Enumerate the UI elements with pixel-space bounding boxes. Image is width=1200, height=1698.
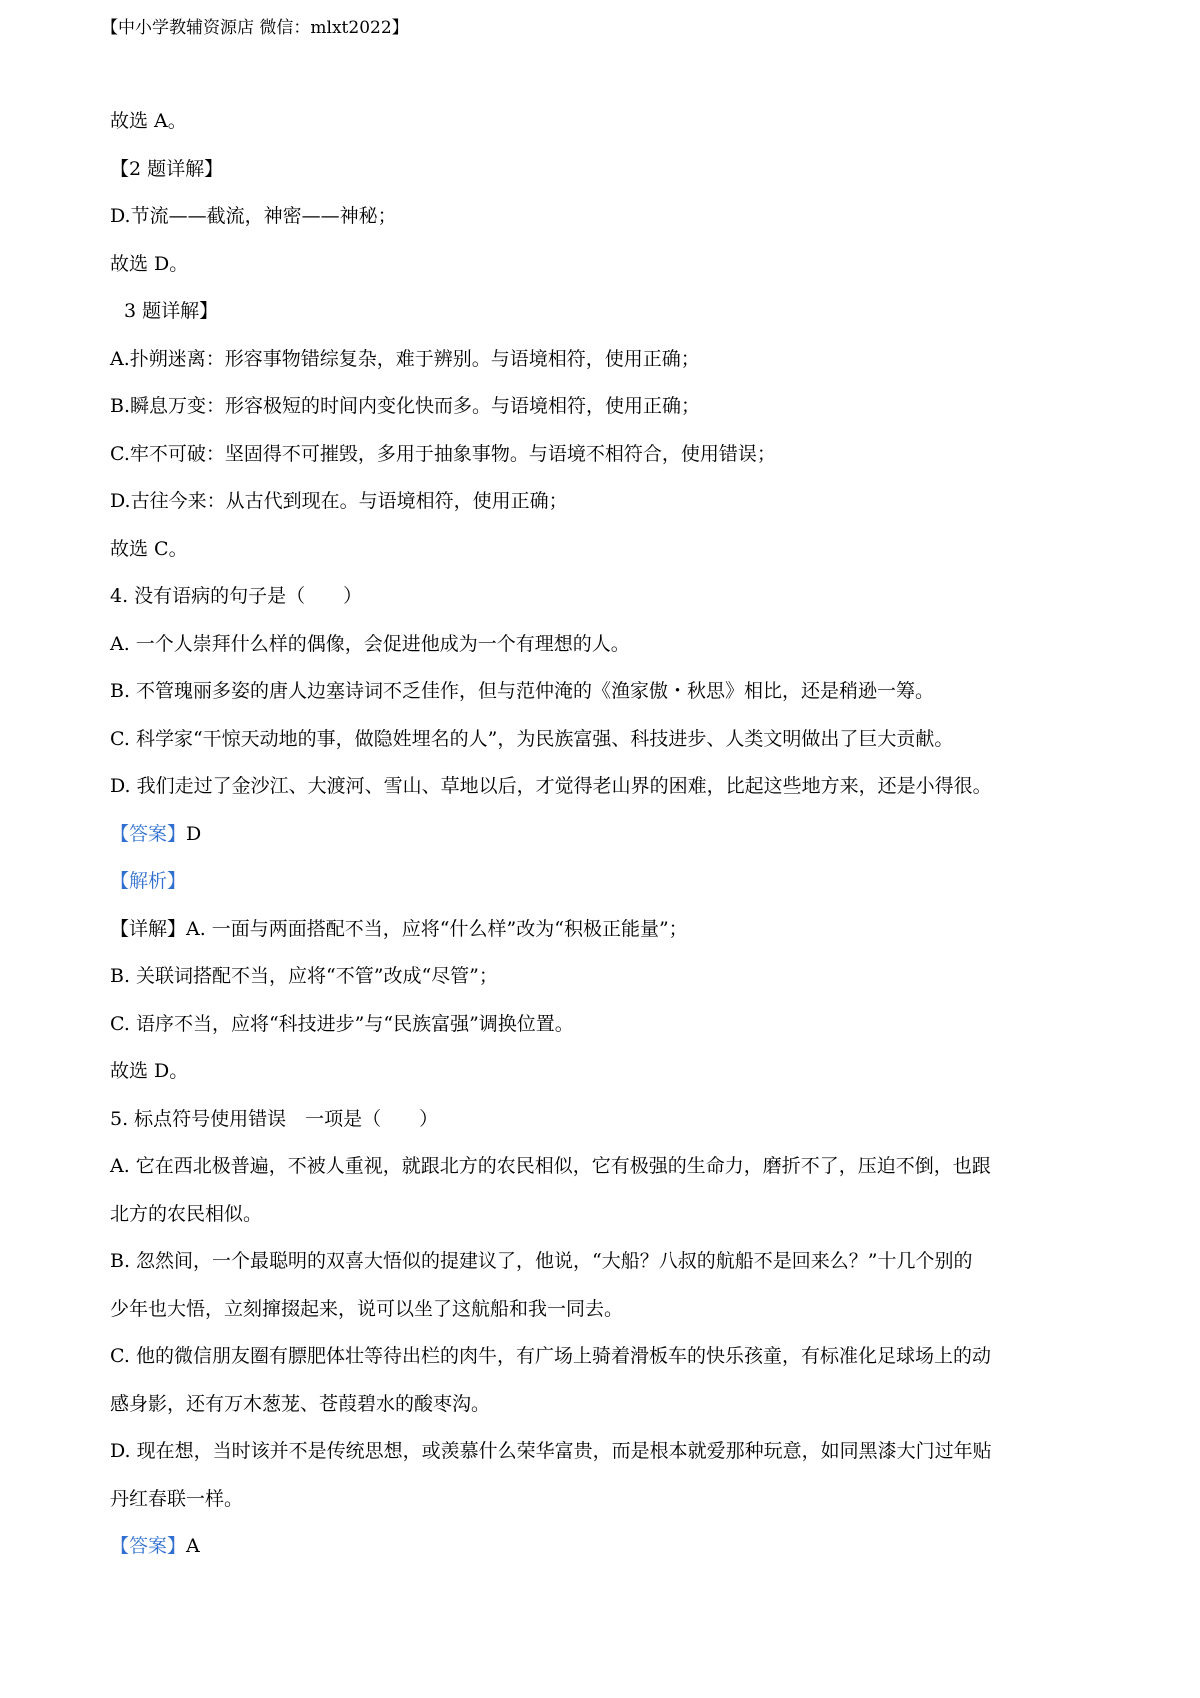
line-text: B.瞬息万变：形容极短的时间内变化快而多。与语境相符，使用正确； xyxy=(110,395,701,417)
line-text: 北方的农民相似。 xyxy=(110,1202,263,1225)
line-text: 4. 没有语病的句子是（ ） xyxy=(110,585,363,607)
analysis-tag: 【解析】 xyxy=(110,870,187,892)
answer-tag: 【答案】 xyxy=(110,822,187,845)
line-text: C. 科学家“干惊天动地的事，做隐姓埋名的人”，为民族富强、科技进步、人类文明做出了巨大贡献。 xyxy=(110,727,954,750)
page-header: 【中小学教辅资源店 微信：mlxt2022】 xyxy=(101,18,409,38)
document-body xyxy=(110,98,1100,1571)
line-text: A. 一个人崇拜什么样的偶像，会促进他成为一个有理想的人。 xyxy=(110,632,630,655)
line-text: D.古往今来：从古代到现在。与语境相符，使用正确； xyxy=(110,490,568,512)
answer-tag: 【答案】 xyxy=(110,1535,187,1557)
line-text: C. 语序不当，应将“科技进步”与“民族富强”调换位置。 xyxy=(110,1012,574,1035)
line-text: 故选 A。 xyxy=(110,110,187,132)
text-line xyxy=(110,336,1100,384)
question-5-option-b xyxy=(110,1238,1100,1286)
text-line xyxy=(110,906,1100,954)
question-4-option-b xyxy=(110,668,1100,716)
question-5-option-a xyxy=(110,1143,1100,1191)
line-text: 3 题详解】 xyxy=(124,300,219,322)
line-text: 故选 D。 xyxy=(110,1060,189,1082)
line-text: D.节流——截流，神密——神秘； xyxy=(110,205,397,227)
text-line xyxy=(110,1001,1100,1049)
text-line xyxy=(110,288,1100,336)
answer-value: D xyxy=(186,822,202,845)
text-line xyxy=(110,1476,1100,1524)
analysis-line xyxy=(110,858,1100,906)
line-text: A. 它在西北极普遍，不被人重视，就跟北方的农民相似，它有极强的生命力，磨折不了，压迫不倒，也跟 xyxy=(110,1155,991,1177)
line-text: 少年也大悟，立刻撺掇起来，说可以坐了这航船和我一同去。 xyxy=(110,1297,624,1320)
question-5-option-d xyxy=(110,1428,1100,1476)
answer-line xyxy=(110,811,1100,859)
text-line xyxy=(110,1048,1100,1096)
question-5-stem xyxy=(110,1096,1100,1144)
answer-line xyxy=(110,1523,1100,1571)
text-line xyxy=(110,431,1100,479)
text-line xyxy=(110,1381,1100,1429)
line-text: 感身影，还有万木葱茏、苍葭碧水的酸枣沟。 xyxy=(110,1392,491,1415)
line-text: 【详解】A. 一面与两面搭配不当，应将“什么样”改为“积极正能量”； xyxy=(110,917,688,940)
text-line xyxy=(110,98,1100,146)
question-4-option-d xyxy=(110,763,1100,811)
line-text: A.扑朔迷离：形容事物错综复杂，难于辨别。与语境相符，使用正确； xyxy=(110,347,700,370)
line-text: C.牢不可破：坚固得不可摧毁，多用于抽象事物。与语境不相符合，使用错误； xyxy=(110,442,776,465)
line-text: 丹红春联一样。 xyxy=(110,1487,244,1510)
line-text: D. 现在想，当时该并不是传统思想，或羡慕什么荣华富贵，而是根本就爱那种玩意，如同黑漆大门过年贴 xyxy=(110,1440,992,1462)
text-line xyxy=(110,193,1100,241)
line-text: B. 不管瑰丽多姿的唐人边塞诗词不乏佳作，但与范仲淹的《渔家傲・秋思》相比，还是稍逊一筹。 xyxy=(110,680,935,702)
question-5-option-c xyxy=(110,1333,1100,1381)
text-line xyxy=(110,383,1100,431)
answer-value: A xyxy=(186,1535,200,1557)
text-line xyxy=(110,1191,1100,1239)
line-text: 故选 C。 xyxy=(110,537,188,560)
question-4-option-a xyxy=(110,621,1100,669)
line-text: D. 我们走过了金沙江、大渡河、雪山、草地以后，才觉得老山界的困难，比起这些地方来，还是小得很。 xyxy=(110,775,992,797)
text-line xyxy=(110,146,1100,194)
line-text: 【2 题详解】 xyxy=(110,157,224,180)
text-line xyxy=(110,478,1100,526)
question-4-option-c xyxy=(110,716,1100,764)
text-line xyxy=(110,241,1100,289)
line-text: 故选 D。 xyxy=(110,252,189,275)
question-4-stem xyxy=(110,573,1100,621)
text-line xyxy=(110,953,1100,1001)
line-text: B. 关联词搭配不当，应将“不管”改成“尽管”； xyxy=(110,965,498,987)
text-line xyxy=(110,1286,1100,1334)
line-text: C. 他的微信朋友圈有膘肥体壮等待出栏的肉牛，有广场上骑着滑板车的快乐孩童，有标准化足球场上的动 xyxy=(110,1345,991,1367)
line-text: 5. 标点符号使用错误 一项是（ ） xyxy=(110,1107,439,1130)
text-line xyxy=(110,526,1100,574)
line-text: B. 忽然间，一个最聪明的双喜大悟似的提建议了，他说，“大船？八叔的航船不是回来么？”十几个别的 xyxy=(110,1250,973,1272)
